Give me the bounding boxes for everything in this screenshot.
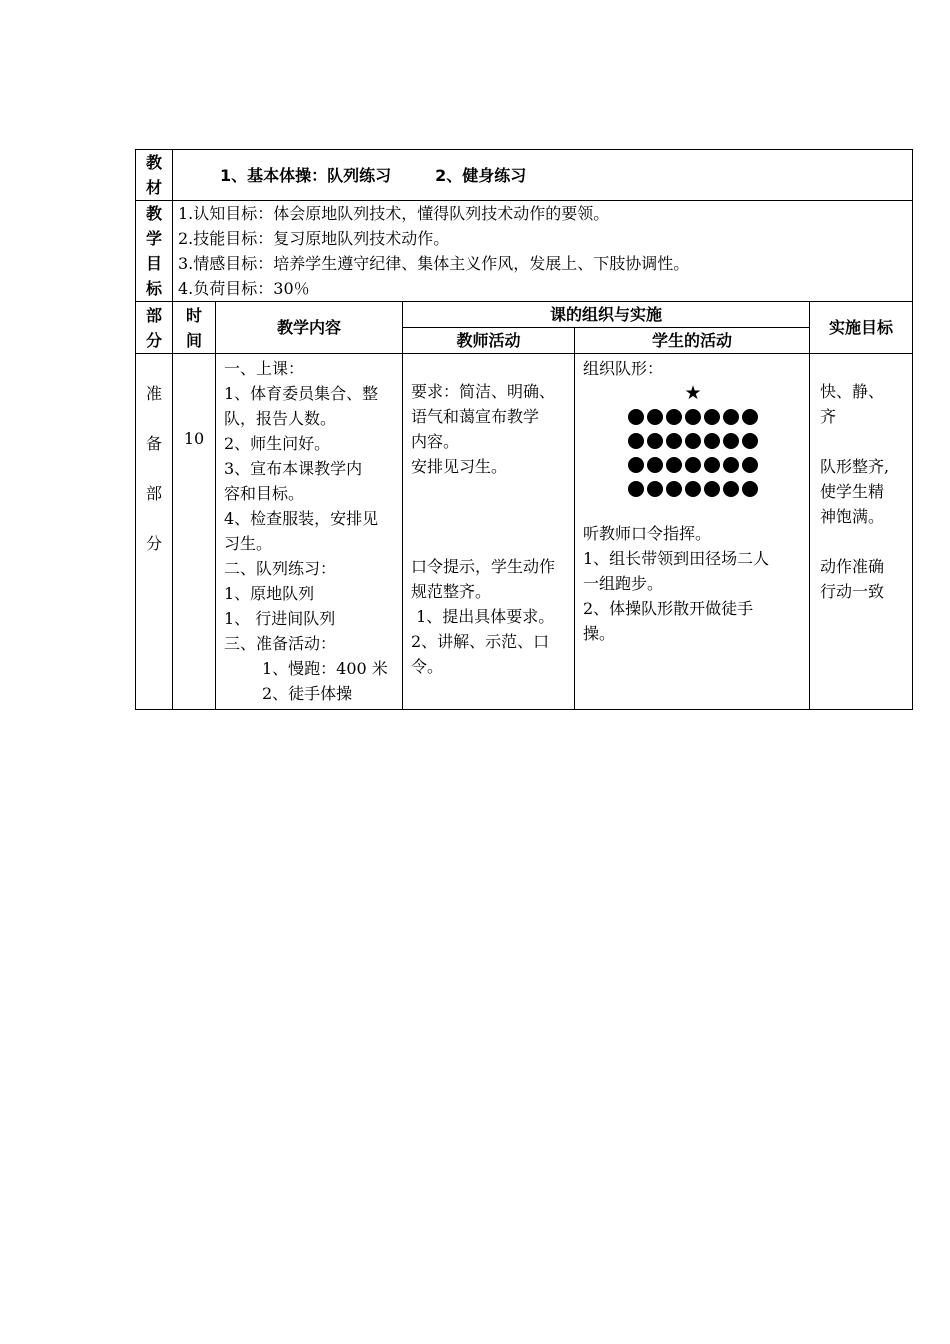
content-line: 1、 行进间队列 <box>224 609 336 628</box>
teacher-line: 要求：简洁、明确、 <box>411 382 556 401</box>
content-line: 3、宣布本课教学内 <box>224 459 363 478</box>
goals-content <box>173 201 913 302</box>
student-title: 组织队形： <box>583 359 664 378</box>
student-dot-icon <box>666 481 682 497</box>
goals-label-char: 目 <box>145 254 162 273</box>
header-row-1 <box>136 302 913 328</box>
content-line: 队，报告人数。 <box>224 409 337 428</box>
content-line: 2、师生问好。 <box>224 434 331 453</box>
student-dot-icon <box>628 433 644 449</box>
content-line: 二、队列练习： <box>224 559 337 578</box>
target-line: 快、静、 <box>820 382 885 401</box>
prep-part <box>136 354 173 710</box>
target-line: 行动一致 <box>820 582 885 601</box>
student-dot-icon <box>704 409 720 425</box>
material-item-1: 1、基本体操：队列练习 <box>220 165 392 185</box>
teacher-line: 规范整齐。 <box>411 582 492 601</box>
header-content: 教学内容 <box>216 302 403 354</box>
material-label-char: 教 <box>145 153 162 172</box>
content-line: 习生。 <box>224 534 273 553</box>
goals-label-char: 教 <box>145 204 162 223</box>
student-dot-icon <box>742 433 758 449</box>
header-teacher: 教师活动 <box>403 328 575 354</box>
student-dot-icon <box>723 433 739 449</box>
material-content <box>173 150 913 201</box>
student-dot-icon <box>628 457 644 473</box>
student-dot-icon <box>647 409 663 425</box>
student-dot-icon <box>666 409 682 425</box>
goal-line: 4.负荷目标：30％ <box>178 279 310 298</box>
header-target: 实施目标 <box>810 302 913 354</box>
header-time-char: 间 <box>185 330 202 350</box>
formation-diagram <box>583 381 803 501</box>
goals-label <box>136 201 173 302</box>
header-part <box>136 302 173 354</box>
student-dot-icon <box>666 433 682 449</box>
content-sub-line: 2、徒手体操 <box>262 684 353 703</box>
prep-content <box>216 354 403 710</box>
header-time <box>173 302 216 354</box>
content-line: 1、原地队列 <box>224 584 315 603</box>
student-dot-icon <box>647 433 663 449</box>
teacher-line: 令。 <box>411 657 444 676</box>
prep-part-char: 分 <box>145 534 162 553</box>
student-dot-icon <box>704 457 720 473</box>
header-org: 课的组织与实施 <box>403 302 810 328</box>
content-line: 1、体育委员集合、整 <box>224 384 379 403</box>
formation-row <box>583 405 803 429</box>
prep-time: 10 <box>173 354 216 710</box>
goal-line: 2.技能目标：复习原地队列技术动作。 <box>178 229 450 248</box>
student-dot-icon <box>704 481 720 497</box>
student-dot-icon <box>704 433 720 449</box>
student-dot-icon <box>723 457 739 473</box>
formation-row <box>583 453 803 477</box>
student-line: 1、组长带领到田径场二人 <box>583 549 770 568</box>
material-label <box>136 150 173 201</box>
student-dot-icon <box>742 481 758 497</box>
prep-student <box>575 354 810 710</box>
student-dot-icon <box>647 481 663 497</box>
formation-row <box>583 429 803 453</box>
student-dot-icon <box>685 481 701 497</box>
content-sub-line: 1、慢跑：400 米 <box>262 659 388 678</box>
material-row <box>136 150 913 201</box>
teacher-line: 安排见习生。 <box>411 457 508 476</box>
goals-row <box>136 201 913 302</box>
student-dot-icon <box>628 481 644 497</box>
goals-label-char: 标 <box>145 279 162 298</box>
student-dot-icon <box>685 409 701 425</box>
material-label-char: 材 <box>145 178 162 197</box>
student-line: 一组跑步。 <box>583 574 664 593</box>
goals-label-char: 学 <box>145 229 162 248</box>
header-time-char: 时 <box>185 305 202 325</box>
student-line: 操。 <box>583 624 616 643</box>
student-dot-icon <box>685 457 701 473</box>
goal-line: 1.认知目标：体会原地队列技术，懂得队列技术动作的要领。 <box>178 204 610 223</box>
teacher-star-icon: ★ <box>684 382 702 404</box>
target-line: 使学生精 <box>820 482 885 501</box>
header-part-char: 分 <box>145 330 162 350</box>
target-line: 队形整齐, <box>820 457 890 476</box>
content-line: 容和目标。 <box>224 484 305 503</box>
goal-line: 3.情感目标：培养学生遵守纪律、集体主义作风，发展上、下肢协调性。 <box>178 254 690 273</box>
student-dot-icon <box>666 457 682 473</box>
student-dot-icon <box>685 433 701 449</box>
formation-row <box>583 477 803 501</box>
teacher-line: 语气和蔼宣布教学 <box>411 407 540 426</box>
student-dot-icon <box>723 409 739 425</box>
student-line: 2、体操队形散开做徒手 <box>583 599 754 618</box>
header-part-char: 部 <box>145 305 162 325</box>
prep-part-char: 部 <box>145 484 162 503</box>
student-dot-icon <box>723 481 739 497</box>
target-line: 动作准确 <box>820 557 885 576</box>
material-item-2: 2、健身练习 <box>435 165 527 185</box>
student-dot-icon <box>742 409 758 425</box>
prep-row <box>136 354 913 710</box>
content-line: 4、检查服装，安排见 <box>224 509 379 528</box>
student-dot-icon <box>742 457 758 473</box>
header-student: 学生的活动 <box>575 328 810 354</box>
prep-part-char: 备 <box>145 434 162 453</box>
content-line: 三、准备活动： <box>224 634 337 653</box>
prep-part-char: 准 <box>145 384 162 403</box>
lesson-plan-table <box>135 149 913 710</box>
teacher-line: 口令提示，学生动作 <box>411 557 556 576</box>
prep-teacher <box>403 354 575 710</box>
target-line: 神饱满。 <box>820 507 885 526</box>
teacher-line: 2、讲解、示范、口 <box>411 632 550 651</box>
teacher-line: 1、提出具体要求。 <box>411 607 555 626</box>
student-dot-icon <box>647 457 663 473</box>
student-dot-icon <box>628 409 644 425</box>
prep-target <box>810 354 913 710</box>
content-line: 一、上课： <box>224 359 305 378</box>
target-line: 齐 <box>820 407 837 426</box>
student-line: 听教师口令指挥。 <box>583 524 712 543</box>
teacher-line: 内容。 <box>411 432 460 451</box>
